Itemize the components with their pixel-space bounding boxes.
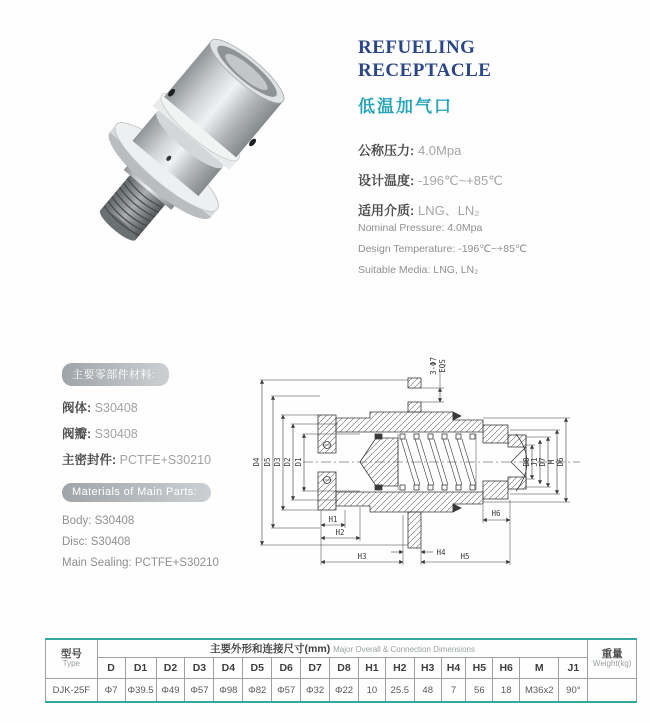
- dim-label-h4: H4: [436, 548, 446, 557]
- dim-label-h3: H3: [357, 552, 367, 561]
- page-title-line2: RECEPTACLE: [358, 60, 492, 82]
- dim-label-d7: D7: [538, 457, 547, 467]
- cell-weight: [588, 679, 637, 703]
- col-h6: H6: [493, 658, 520, 679]
- dim-label-d2: D2: [283, 457, 292, 467]
- material-value: S30408: [94, 401, 138, 415]
- type-label-cn: 型号: [60, 647, 82, 660]
- col-d5: D5: [243, 658, 272, 679]
- title-block: [358, 36, 491, 117]
- dim-label-h6: H6: [491, 509, 501, 518]
- cell-h6: 18: [493, 679, 520, 703]
- material-label: 阀体:: [62, 401, 92, 415]
- spec-row: [358, 140, 503, 159]
- cell-d3: Φ57: [185, 679, 214, 703]
- dimension-table: [45, 638, 637, 703]
- dim-label-h2: H2: [335, 528, 345, 537]
- spec-row-en: Design Temperature: -196℃~+85℃: [358, 243, 527, 255]
- spec-label: 设计温度:: [358, 173, 415, 188]
- col-header-type: [46, 639, 98, 679]
- material-row: [62, 398, 211, 416]
- specs-english: [358, 222, 527, 285]
- dim-label-d5: D5: [263, 457, 272, 467]
- col-h4: H4: [441, 658, 466, 679]
- hole-callout-line1: 3-Φ7: [429, 356, 438, 376]
- spec-row-en: Nominal Pressure: 4.0Mpa: [358, 222, 483, 234]
- spec-value: LNG、LN₂: [417, 203, 480, 218]
- product-render-svg: [68, 26, 308, 258]
- col-d6: D6: [272, 658, 301, 679]
- col-header-dimensions: [97, 639, 588, 658]
- cell-d1: Φ39.5: [125, 679, 156, 703]
- spec-row: [358, 170, 503, 189]
- technical-drawing-svg: [248, 350, 648, 610]
- cell-d8: Φ22: [330, 679, 359, 703]
- col-header-weight: [588, 639, 637, 679]
- weight-label-en: Weight(kg): [592, 659, 632, 669]
- material-label: 阀瓣:: [62, 427, 92, 441]
- dims-title-en: Major Overall & Connection Dimensions: [333, 645, 475, 654]
- dim-label-h5: H5: [460, 552, 470, 561]
- dim-label-d6: D6: [556, 457, 565, 467]
- product-photo: [68, 26, 308, 258]
- spec-value: -196℃~+85℃: [417, 173, 503, 188]
- col-d1: D1: [125, 658, 156, 679]
- dim-label-j1: J1: [530, 457, 539, 467]
- col-h3: H3: [414, 658, 441, 679]
- col-d8: D8: [330, 658, 359, 679]
- materials-cn-header: 主要零部件材料:: [62, 363, 169, 386]
- material-row-en: Disc: S30408: [62, 536, 131, 548]
- material-row-en: Main Sealing: PCTFE+S30210: [62, 557, 219, 569]
- dim-label-h1: H1: [328, 515, 338, 524]
- col-d3: D3: [185, 658, 214, 679]
- col-h2: H2: [385, 658, 414, 679]
- dimension-table-wrap: [45, 638, 637, 703]
- material-row: [62, 450, 211, 468]
- material-value: S30408: [94, 427, 138, 441]
- dim-label-m: M: [547, 459, 556, 465]
- col-m: M: [520, 658, 559, 679]
- hole-callout-line2: EQS: [438, 359, 447, 373]
- cell-d5: Φ82: [243, 679, 272, 703]
- dim-label-d1: D1: [294, 457, 303, 467]
- cell-model: DJK-25F: [46, 679, 98, 703]
- cell-d2: Φ49: [156, 679, 185, 703]
- dims-title-cn: 主要外形和连接尺寸(mm): [210, 643, 331, 655]
- col-d2: D2: [156, 658, 185, 679]
- spec-row: [358, 200, 503, 219]
- materials-english: [62, 482, 219, 578]
- col-d4: D4: [214, 658, 243, 679]
- cell-h3: 48: [414, 679, 441, 703]
- specs-chinese: [358, 140, 503, 230]
- cell-h4: 7: [441, 679, 466, 703]
- cell-h2: 25.5: [385, 679, 414, 703]
- spec-value: 4.0Mpa: [417, 143, 462, 158]
- cell-h1: 10: [358, 679, 385, 703]
- col-d: D: [97, 658, 125, 679]
- dimension-header-row: [46, 658, 637, 679]
- cell-d4: Φ98: [214, 679, 243, 703]
- cell-j1: 90°: [559, 679, 588, 703]
- cell-d6: Φ57: [272, 679, 301, 703]
- spec-label: 适用介质:: [358, 203, 415, 218]
- cell-h5: 56: [466, 679, 493, 703]
- col-d7: D7: [301, 658, 330, 679]
- dim-label-d3: D3: [273, 457, 282, 467]
- dim-label-d4: D4: [252, 457, 261, 467]
- cell-d: Φ7: [97, 679, 125, 703]
- weight-label-cn: 重量: [601, 647, 623, 660]
- col-h1: H1: [358, 658, 385, 679]
- table-row: [46, 679, 637, 703]
- technical-drawing: [248, 350, 648, 610]
- page-title-line1: REFUELING: [358, 37, 476, 58]
- page-subtitle-cn: 低温加气口: [358, 97, 453, 117]
- col-h5: H5: [466, 658, 493, 679]
- materials-en-header: Materials of Main Parts:: [62, 483, 211, 502]
- material-label: 主密封件:: [62, 453, 117, 467]
- spec-label: 公称压力:: [358, 143, 415, 158]
- type-label-en: Type: [62, 659, 80, 669]
- spec-row-en: Suitable Media: LNG, LN₂: [358, 264, 479, 276]
- material-row: [62, 424, 211, 442]
- col-j1: J1: [559, 658, 588, 679]
- cell-d7: Φ32: [301, 679, 330, 703]
- cell-m: M36x2: [520, 679, 559, 703]
- material-value: PCTFE+S30210: [119, 453, 212, 467]
- dim-label-d8: D8: [522, 457, 531, 467]
- material-row-en: Body: S30408: [62, 515, 135, 527]
- materials-chinese: [62, 363, 211, 476]
